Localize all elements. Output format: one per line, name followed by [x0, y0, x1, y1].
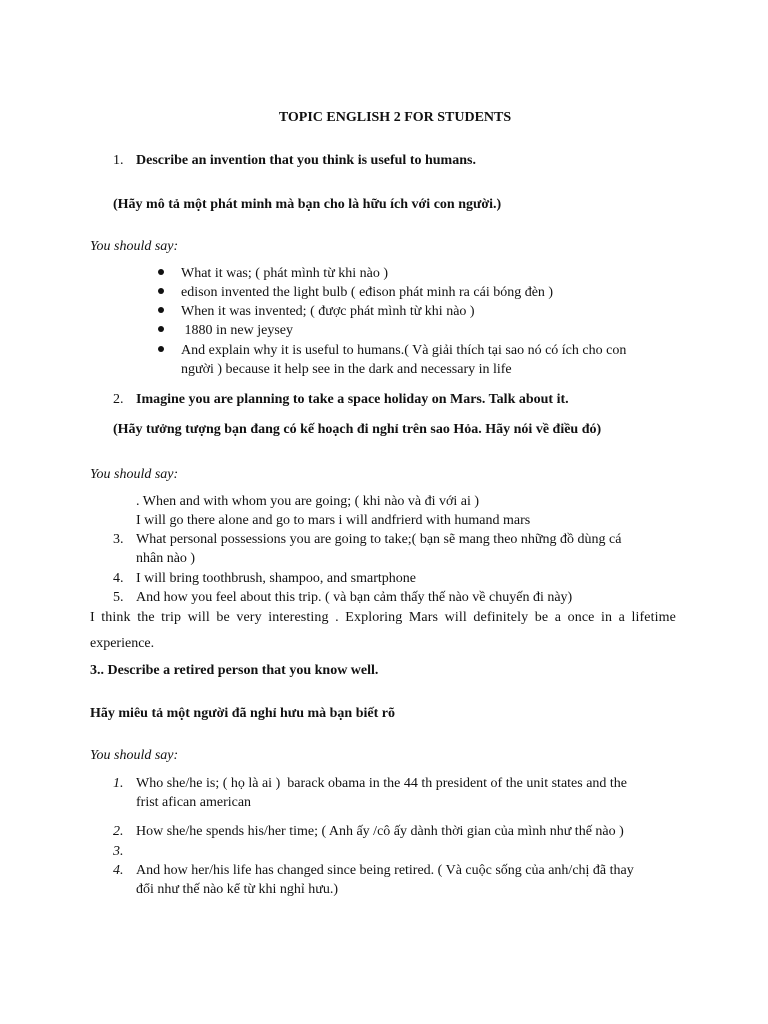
q2-prompt: You should say: — [90, 467, 179, 482]
q3-heading: 3.. Describe a retired person that you know well. — [90, 663, 379, 678]
q2-item-4-number: 4. — [113, 571, 124, 586]
q3-item-4-number: 4. — [113, 863, 124, 878]
q3-item-1-cont: frist afican american — [136, 795, 252, 810]
bullet-icon — [158, 307, 164, 313]
q3-prompt: You should say: — [90, 748, 179, 763]
q2-item-4: I will bring toothbrush, shampoo, and smartphone — [136, 571, 416, 586]
q1-bullet-1: What it was; ( phát mình từ khi nào ) — [181, 266, 389, 281]
q1-bullet-4: 1880 in new jeysey — [181, 323, 293, 338]
q2-paragraph-cont: experience. — [90, 636, 155, 651]
q2-item-3-cont: nhân nào ) — [136, 551, 196, 566]
page-title: TOPIC ENGLISH 2 FOR STUDENTS — [278, 110, 512, 125]
q1-translation: (Hãy mô tả một phát minh mà bạn cho là hữu ích với con người.) — [113, 197, 502, 212]
q3-item-4: And how her/his life has changed since being retired. ( Và cuộc sống của anh/chị đã thay — [136, 863, 634, 878]
q2-heading: Imagine you are planning to take a space holiday on Mars. Talk about it. — [136, 392, 569, 407]
q1-prompt: You should say: — [90, 239, 179, 254]
q3-item-4-cont: đổi như thế nào kể từ khi nghỉ hưu.) — [136, 882, 339, 897]
bullet-icon — [158, 269, 164, 275]
q3-item-1-number: 1. — [113, 776, 124, 791]
q3-item-1: Who she/he is; ( họ là ai ) barack obama in the 44 th president of the unit states and the — [136, 776, 628, 791]
q1-bullet-5-cont: người ) because it help see in the dark and necessary in life — [181, 362, 512, 377]
q1-bullet-3: When it was invented; ( được phát mình từ khi nào ) — [181, 304, 475, 319]
q3-item-2-number: 2. — [113, 824, 124, 839]
q2-item-3-number: 3. — [113, 532, 124, 547]
q3-item-2: How she/he spends his/her time; ( Anh ấy /cô ấy dành thời gian của mình như thế nào ) — [136, 824, 624, 839]
q3-item-3-number: 3. — [113, 844, 124, 859]
q2-item-5-number: 5. — [113, 590, 124, 605]
q2-line-2: I will go there alone and go to mars i will andfrierd with humand mars — [136, 513, 531, 528]
q2-line-1: . When and with whom you are going; ( khi nào và đi với ai ) — [136, 494, 480, 509]
bullet-icon — [158, 288, 164, 294]
q2-item-3: What personal possessions you are going to take;( bạn sẽ mang theo những đồ dùng cá — [136, 532, 622, 547]
q1-bullet-5: And explain why it is useful to humans.( Và giải thích tại sao nó có ích cho con — [181, 343, 627, 358]
q2-translation: (Hãy tưởng tượng bạn đang có kế hoạch đi nghỉ trên sao Hỏa. Hãy nói về điều đó) — [113, 422, 602, 437]
bullet-icon — [158, 326, 164, 332]
q1-heading: Describe an invention that you think is useful to humans. — [136, 153, 476, 168]
q2-paragraph: I think the trip will be very interesting . Exploring Mars will definitely be a once in a lifetime — [90, 610, 676, 625]
bullet-icon — [158, 346, 164, 352]
q2-item-5: And how you feel about this trip. ( và bạn cảm thấy thế nào về chuyến đi này) — [136, 590, 573, 605]
q1-number: 1. — [113, 153, 124, 168]
q3-translation: Hãy miêu tả một người đã nghỉ hưu mà bạn biết rõ — [90, 706, 395, 721]
q1-bullet-2: edison invented the light bulb ( eđison phát minh ra cái bóng đèn ) — [181, 285, 554, 300]
q2-number: 2. — [113, 392, 124, 407]
